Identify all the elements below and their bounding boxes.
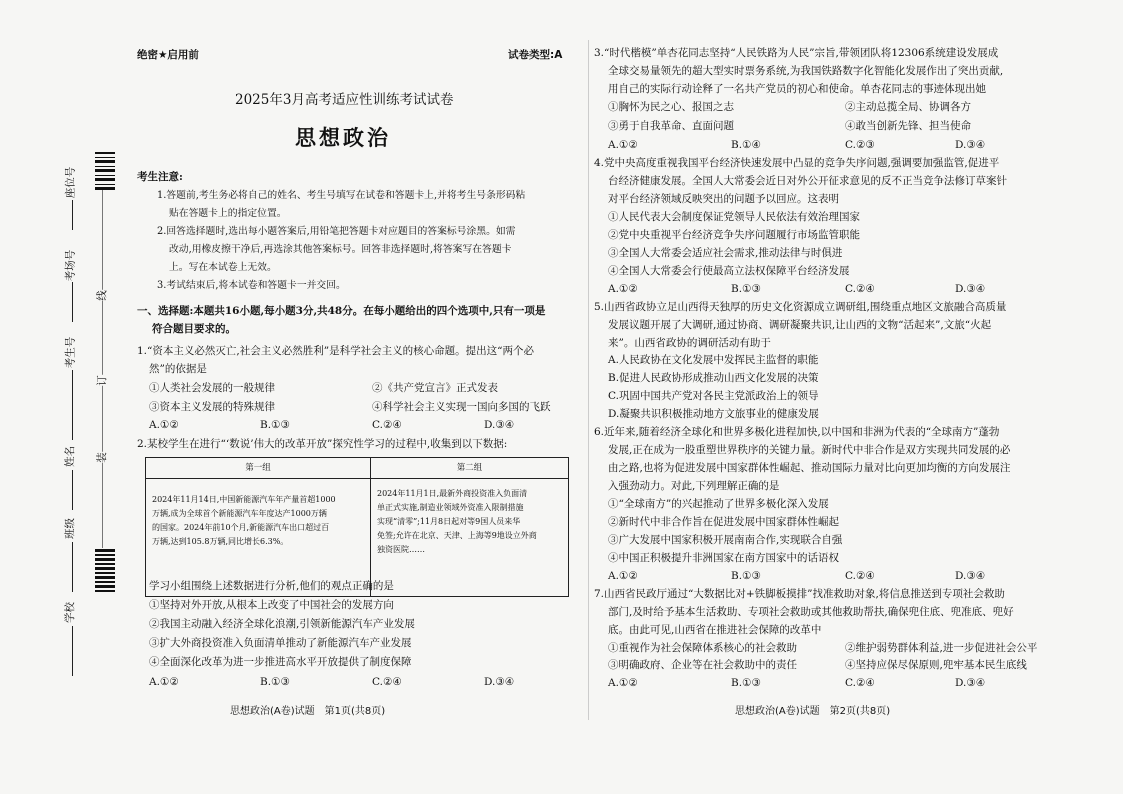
cell-line: 单正式实施,制造业领域外资准入限制措施 [377,503,524,512]
school-line [72,626,73,676]
id-line [72,370,73,440]
q7-choice-b[interactable]: B.①③ [731,677,761,689]
q1-choice-a[interactable]: A.①② [149,419,179,431]
table-header-row [146,458,569,479]
q2-option-4: ④全面深化改革为进一步推进高水平开放提供了制度保障 [149,656,412,668]
q7-option-1: ①重视作为社会保障体系核心的社会救助 [608,642,797,654]
page-divider [588,40,589,720]
q4-choice-d[interactable]: D.③④ [955,283,986,295]
notice-line: 改动,用橡皮擦干净后,再选涂其他答案标号。回答非选择题时,将答案写在答题卡 [169,244,512,255]
q1-option-3: ③资本主义发展的特殊规律 [149,401,275,413]
q7-option-4: ④坚持应保尽保原则,兜牢基本民生底线 [845,659,1027,671]
q4-stem-cont: 对平台经济领域反映突出的问题予以回应。这表明 [608,193,839,205]
table-header-group1: 第一组 [146,458,371,479]
q4-option-4: ④全国人大常委会行使最高立法权保障平台经济发展 [608,265,850,277]
q5-choice-a[interactable]: A.人民政协在文化发展中发挥民主监督的职能 [608,354,819,366]
q1-option-1: ①人类社会发展的一般规律 [149,382,275,394]
q2-prompt: 学习小组围绕上述数据进行分析,他们的观点正确的是 [149,580,394,592]
seat-line [72,200,73,230]
q3-choice-c[interactable]: C.②③ [845,139,875,151]
q3-stem: 3.“时代楷模”单杏花同志坚持“人民铁路为人民”宗旨,带领团队将12306系统建设发展成 [594,47,999,59]
barcode-top [95,152,115,190]
cell-line: 的国家。2024年前10个月,新能源汽车出口超过百 [152,523,330,532]
q1-choice-d[interactable]: D.③④ [484,419,515,431]
q1-stem-cont: 然”的依据是 [149,363,207,375]
q7-option-2: ②维护弱势群体利益,进一步促进社会公平 [845,642,1038,654]
notice-title: 考生注意: [137,171,183,183]
q6-choice-b[interactable]: B.①③ [731,570,761,582]
id-label: 考生号 [64,336,77,369]
q6-option-1: ①“全球南方”的兴起推动了世界多极化深入发展 [608,498,829,510]
q1-choice-b[interactable]: B.①③ [260,419,290,431]
name-line [72,470,73,510]
q2-choice-b[interactable]: B.①③ [260,676,290,688]
q6-option-2: ②新时代中非合作旨在促进发展中国家群体性崛起 [608,516,839,528]
q1-option-4: ④科学社会主义实现一国向多国的飞跃 [372,401,551,413]
q4-stem-cont: 台经济健康发展。全国人大常委会近日对外公开征求意见的反不正当竞争法修订草案针 [608,175,1007,187]
q7-stem-cont: 底。由此可见,山西省在推进社会保障的改革中 [608,624,822,636]
class-label: 班级 [64,518,76,539]
q3-option-1: ①胸怀为民之心、报国之志 [608,101,734,113]
cell-line: 2024年11月1日,最新外商投资准入负面清 [377,489,528,498]
cell-line: 免签;允许在北京、天津、上海等9地设立外商 [377,531,537,540]
q6-choice-c[interactable]: C.②④ [845,570,875,582]
cut-label-zhuang: 装 [95,452,108,463]
cell-line: 万辆,达到105.8万辆,同比增长6.3%。 [152,537,289,546]
q3-option-3: ③勇于自我革命、直面问题 [608,120,734,132]
cut-label-ding: 订 [95,375,108,386]
q2-data-table [145,457,569,597]
table-header-group2: 第二组 [371,458,569,479]
notice-line: 1.答题前,考生务必将自己的姓名、考生号填写在试卷和答题卡上,并将考生号条形码粘 [157,190,526,201]
q7-choice-c[interactable]: C.②④ [845,677,875,689]
q6-stem-cont: 入强劲动力。对此,下列理解正确的是 [608,480,780,492]
q4-option-3: ③全国人大常委会适应社会需求,推动法律与时俱进 [608,247,843,259]
section-heading: 一、选择题:本题共16小题,每小题3分,共48分。在每小题给出的四个选项中,只有一项是 [137,305,546,317]
room-label: 考场号 [64,249,77,282]
q4-choice-a[interactable]: A.①② [608,283,638,295]
q7-choice-d[interactable]: D.③④ [955,677,986,689]
q2-stem: 2.某校学生在进行“‘数说’伟大的改革开放”探究性学习的过程中,收集到以下数据: [137,438,508,450]
secret-mark: 绝密★启用前 [137,49,199,61]
footer-right: 思想政治(A卷)试题 第2页(共8页) [735,706,891,717]
class-line [72,542,73,592]
q5-stem-cont: 发展议题开展了大调研,通过协商、调研凝聚共识,让山西的文物“活起来”,文旅“火起 [608,319,992,331]
q6-stem-cont: 发展,正在成为一股重塑世界秩序的关键力量。新时代中非合作是双方实现共同发展的必 [608,444,1011,456]
q7-stem: 7.山西省民政厅通过“大数据比对+铁脚板摸排”找准救助对象,将信息推送到专项社会救助 [594,588,1005,600]
seat-label: 座位号 [64,166,77,199]
q5-choice-c[interactable]: C.巩固中国共产党对各民主党派政治上的领导 [608,390,819,402]
q6-stem-cont: 由之路,也将为促进发展中国家群体性崛起、推动国际力量对比向更加均衡的方向发展注 [608,462,1011,474]
q1-choice-c[interactable]: C.②④ [372,419,402,431]
notice-line: 2.回答选择题时,选出每小题答案后,用铅笔把答题卡对应题目的答案标号涂黑。如需 [157,226,516,237]
q3-choice-a[interactable]: A.①② [608,139,638,151]
section-heading-cont: 符合题目要求的。 [152,323,236,335]
q3-option-2: ②主动总揽全局、协调各方 [845,101,971,113]
footer-left: 思想政治(A卷)试题 第1页(共8页) [230,706,386,717]
q1-stem: 1.“资本主义必然灭亡,社会主义必然胜利”是科学社会主义的核心命题。提出这“两个必 [137,345,534,357]
q2-choice-d[interactable]: D.③④ [484,676,515,688]
cell-line: 实现“清零”;11月8日起对等9国人员来华 [377,517,521,526]
name-label: 姓名 [64,446,76,467]
q2-option-3: ③扩大外商投资准入负面清单推动了新能源汽车产业发展 [149,637,412,649]
q6-option-3: ③广大发展中国家积极开展南南合作,实现联合自强 [608,534,843,546]
exam-title: 2025年3月高考适应性训练考试试卷 [235,92,454,108]
q4-option-2: ②党中央重视平台经济竞争失序问题履行市场监管职能 [608,229,860,241]
q6-choice-d[interactable]: D.③④ [955,570,986,582]
q5-choice-b[interactable]: B.促进人民政协形成推动山西文化发展的决策 [608,372,819,384]
q5-stem-cont: 来”。山西省政协的调研活动有助于 [608,337,771,349]
q3-choice-b[interactable]: B.①④ [731,139,761,151]
q3-stem-cont: 全球交易量领先的超大型实时票务系统,为我国铁路数字化智能化发展作出了突出贡献, [608,65,1004,77]
cell-line: 独资医院…… [377,545,425,554]
room-line [72,282,73,322]
q4-choice-c[interactable]: C.②④ [845,283,875,295]
notice-line: 贴在答题卡上的指定位置。 [169,208,287,219]
q7-option-3: ③明确政府、企业等在社会救助中的责任 [608,659,797,671]
q3-choice-d[interactable]: D.③④ [955,139,986,151]
q3-stem-cont: 用自己的实际行动诠释了一名共产党员的初心和使命。单杏花同志的事迹体现出她 [608,83,986,95]
table-cell-group2 [371,479,569,597]
q6-stem: 6.近年来,随着经济全球化和世界多极化进程加快,以中国和非洲为代表的“全球南方”蓬勃 [594,426,1000,438]
q7-stem-cont: 部门,及时给予基本生活救助、专项社会救助或其他救助帮扶,确保兜住底、兜准底、兜好 [608,606,1014,618]
q2-option-2: ②我国主动融入经济全球化浪潮,引领新能源汽车产业发展 [149,618,415,630]
cell-line: 2024年11月14日,中国新能源汽车年产量首超1000 [152,495,336,504]
q4-option-1: ①人民代表大会制度保证党领导人民依法有效治理国家 [608,211,860,223]
subject-title: 思想政治 [295,126,391,150]
q7-choice-a[interactable]: A.①② [608,677,638,689]
paper-type: 试卷类型:A [508,49,563,61]
q2-choice-a[interactable]: A.①② [149,676,179,688]
notice-line: 上。写在本试卷上无效。 [169,262,277,273]
barcode-bottom [95,548,115,592]
q1-option-2: ②《共产党宣言》正式发表 [372,382,498,394]
q6-option-4: ④中国正积极提升非洲国家在南方国家中的话语权 [608,552,839,564]
q5-stem: 5.山西省政协立足山西得天独厚的历史文化资源成立调研组,围绕重点地区文旅融合高质量 [594,301,1007,313]
q4-stem: 4.党中央高度重视我国平台经济快速发展中凸显的竞争失序问题,强调要加强监管,促进平 [594,157,1000,169]
cell-line: 万辆,成为全球首个新能源汽车年度达产1000万辆 [152,509,327,518]
q6-choice-a[interactable]: A.①② [608,570,638,582]
q4-choice-b[interactable]: B.①③ [731,283,761,295]
cut-label-xian: 线 [95,290,108,301]
notice-line: 3.考试结束后,将本试卷和答题卡一并交回。 [157,280,346,291]
q2-choice-c[interactable]: C.②④ [372,676,402,688]
q5-choice-d[interactable]: D.凝聚共识积极推动地方文旅事业的健康发展 [608,408,819,420]
school-label: 学校 [64,602,76,623]
q3-option-4: ④敢当创新先锋、担当使命 [845,120,971,132]
q2-option-1: ①坚持对外开放,从根本上改变了中国社会的发展方向 [149,599,394,611]
